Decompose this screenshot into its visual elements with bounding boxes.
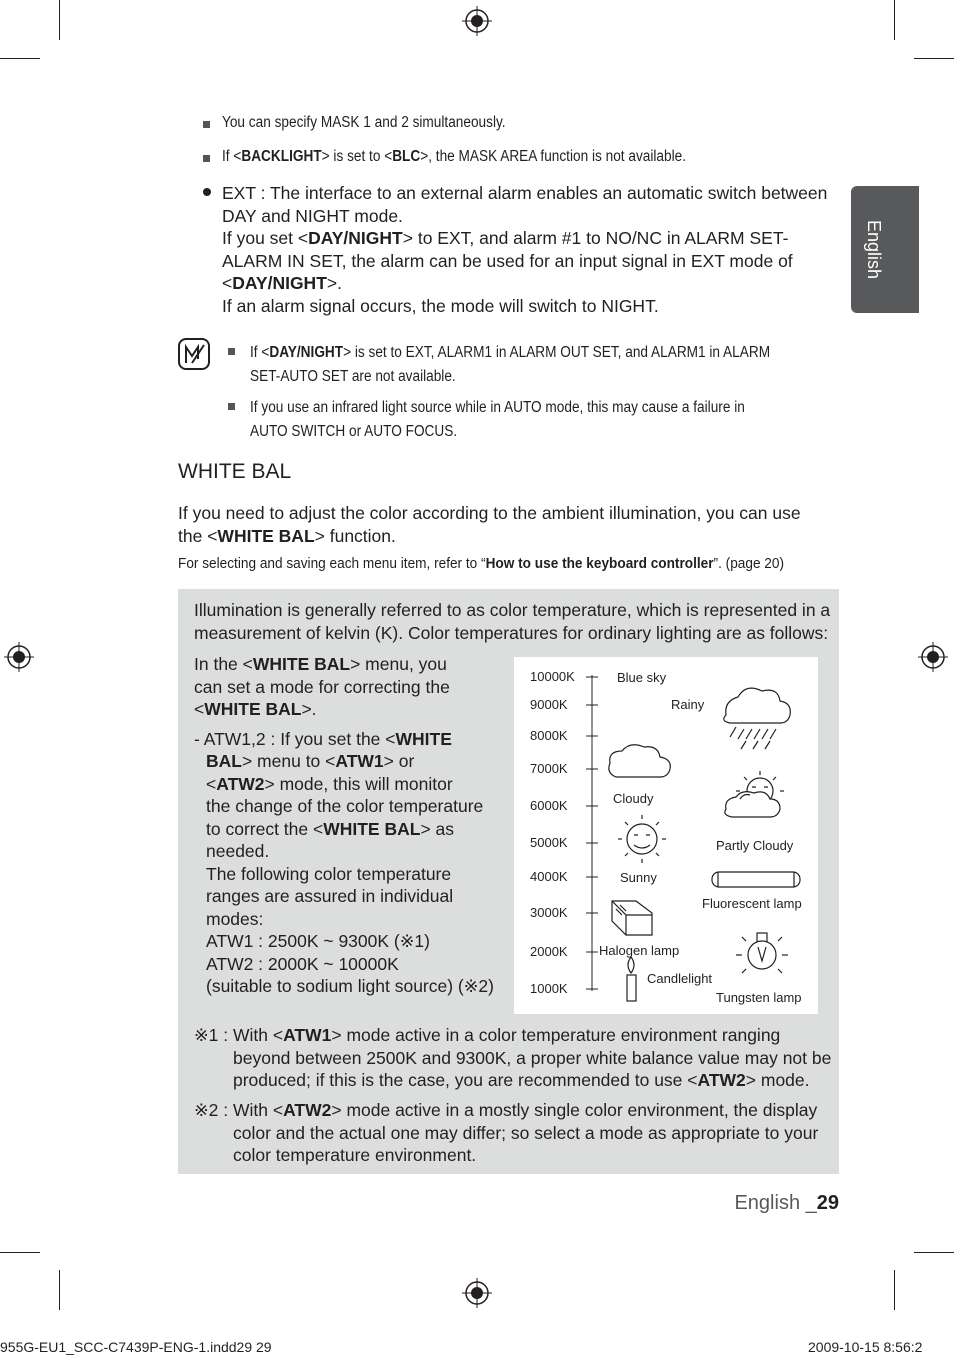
language-side-tab-label: English [864,219,884,280]
rain-cloud-icon [724,688,791,749]
memo-note-icon [176,336,212,372]
page-number: English _29 [734,1192,839,1214]
source-label-sunny: Sunny [620,870,657,885]
scale-tick-label: 9000K [530,697,568,712]
scale-tick-label: 6000K [530,798,568,813]
scale-tick-label: 5000K [530,835,568,850]
note-bullet-icon [228,403,235,410]
note-bullet-icon [203,155,210,162]
print-slug-left: 955G-EU1_SCC-C7439P-ENG-1.indd29 29 [0,1339,272,1355]
partly-cloudy-icon [725,771,784,817]
source-label-fluorescent: Fluorescent lamp [702,896,802,911]
note-mask-simultaneous: You can specify MASK 1 and 2 simultaneously. [222,114,506,131]
source-label-partly-cloudy: Partly Cloudy [716,838,794,853]
scale-tick-label: 10000K [530,669,575,684]
color-temperature-scale [514,657,818,1014]
footnote-atw1: ※1 : With <ATW1> mode active in a color temperature environment ranging beyond between 2500K and 9300K, a proper white balance value may not be produced; if this is the case, you are recommended to use <ATW2> mode. [194,1025,832,1090]
scale-tick-label: 2000K [530,944,568,959]
crop-mark [59,1270,60,1310]
note-bullet-icon [203,121,210,128]
scale-tick-label: 3000K [530,905,568,920]
halogen-lamp-icon [612,901,652,935]
crop-mark [59,0,60,40]
source-label-blue-sky: Blue sky [617,670,667,685]
registration-mark-icon [462,6,492,36]
scale-tick-label: 4000K [530,869,568,884]
crop-mark [894,1270,895,1310]
crop-mark [914,58,954,59]
scale-tick-label: 8000K [530,728,568,743]
source-label-candlelight: Candlelight [647,971,713,986]
cloud-icon [609,745,670,777]
sun-icon [618,815,666,863]
print-slug-right: 2009-10-15 8:56:2 [808,1339,923,1355]
scale-tick-label: 1000K [530,981,568,996]
source-label-cloudy: Cloudy [613,791,654,806]
crop-mark [914,1252,954,1253]
registration-mark-icon [4,642,34,672]
color-temperature-chart [514,657,818,1014]
section-intro: If you need to adjust the color according to the ambient illumination, you can use the <WHITE BAL> function. [178,503,801,546]
section-title: WHITE BAL [178,460,292,483]
light-bulb-icon [736,933,788,973]
source-label-tungsten: Tungsten lamp [716,990,802,1005]
source-label-halogen: Halogen lamp [599,943,680,958]
note-bullet-icon [228,348,235,355]
footnote-atw2: ※2 : With <ATW2> mode active in a mostly single color environment, the display color and the actual one may differ; so select a mode as appropriate to your color temperature environment. [194,1100,819,1165]
registration-mark-icon [918,642,948,672]
box-left-text: In the <WHITE BAL> menu, you can set a mode for correcting the <WHITE BAL>. - ATW1,2 : If you set the <WHITE BAL> menu to <ATW1> or <ATW2> mode, this will monitor the change of the color temperature to correct the <WHITE BAL> as needed. The following color temperature ranges are assured in individual modes: ATW1 : 2500K ~ 9300K (※1) ATW2 : 2000K ~ 10000K (suitable to sodium light source) (※2) [194,654,494,996]
box-intro: Illumination is generally referred to as color temperature, which is represented in a measurement of kelvin (K). Color temperatures for ordinary lighting are as follows: [194,600,831,643]
keyboard-reference: For selecting and saving each menu item, refer to “How to use the keyboard controller”. (page 20) [178,556,785,572]
registration-mark-icon [462,1278,492,1308]
crop-mark [0,1252,40,1253]
candle-icon [627,957,636,1001]
note-daynight-ext: If <DAY/NIGHT> is set to EXT, ALARM1 in ALARM OUT SET, and ALARM1 in ALARM SET-AUTO SET are not available. [250,344,771,385]
bullet-dot-icon [203,188,211,196]
source-label-rainy: Rainy [671,697,705,712]
crop-mark [0,58,40,59]
crop-mark [894,0,895,40]
note-infrared: If you use an infrared light source while in AUTO mode, this may cause a failure in AUTO SWITCH or AUTO FOCUS. [250,399,745,440]
ext-description: EXT : The interface to an external alarm enables an automatic switch between DAY and NIGHT mode. If you set <DAY/NIGHT> to EXT, and alarm #1 to NO/NC in ALARM SET- ALARM IN SET, the alarm can be used for an input signal in EXT mode of <DAY/NIGHT>. If an alarm signal occurs, the mode will switch to NIGHT. [222,183,828,316]
note-backlight: If <BACKLIGHT> is set to <BLC>, the MASK AREA function is not available. [222,148,686,165]
fluorescent-tube-icon [712,872,800,887]
scale-tick-label: 7000K [530,761,568,776]
